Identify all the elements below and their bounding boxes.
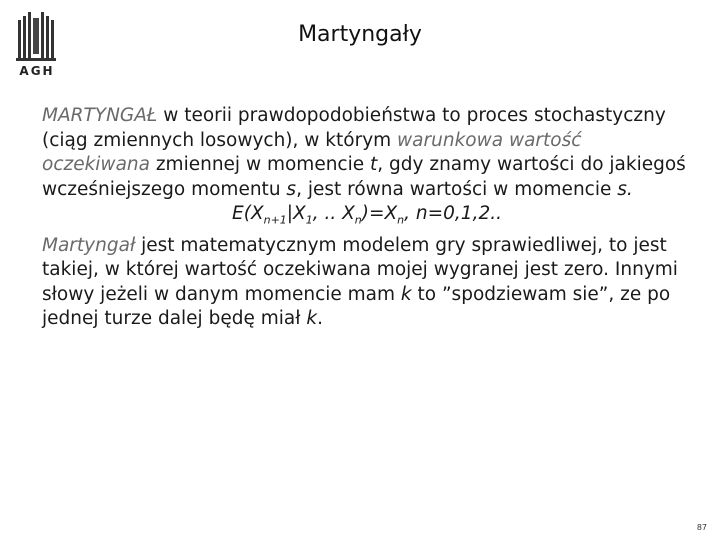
term-martyngal: MARTYNGAŁ — [42, 105, 158, 126]
definition-paragraph: MARTYNGAŁ w teorii prawdopodobieństwa to proces stochastyczny (ciąg zmiennych losowych), w którym warunkowa wartość oczekiwana zmiennej w momencie t, gdy znamy wartości do jakiegoś wcześniejszego momentu s, jest równa wartości w momencie s. — [42, 105, 686, 200]
term-martyngal-2: Martyngał — [42, 234, 136, 256]
var-s-end: s. — [617, 178, 633, 200]
slide-body — [42, 104, 692, 332]
term-conditional-expectation: warunkowa wartość oczekiwana — [42, 129, 582, 176]
martingale-formula: $E(X_{n+1}|X_1$, .. $X_n)=X_n$, n=0,1,2.. — [232, 203, 502, 228]
var-s: s — [286, 178, 297, 200]
fair-game-paragraph: Martyngał jest matematycznym modelem gry sprawiedliwej, to jest takiej, w której wartość oczekiwana mojej wygranej jest zero. Innymi słowy jeżeli w danym momencie mam k to ”spodziewam sie”, ze po jednej turze dalej będę miał k. — [42, 234, 678, 330]
var-k: k — [400, 283, 412, 305]
slide-title: Martyngały — [298, 22, 422, 47]
var-k-end: k — [306, 308, 318, 330]
logo-text: AGH — [19, 64, 55, 78]
var-t: t — [370, 154, 378, 176]
page-number: 87 — [696, 523, 707, 532]
